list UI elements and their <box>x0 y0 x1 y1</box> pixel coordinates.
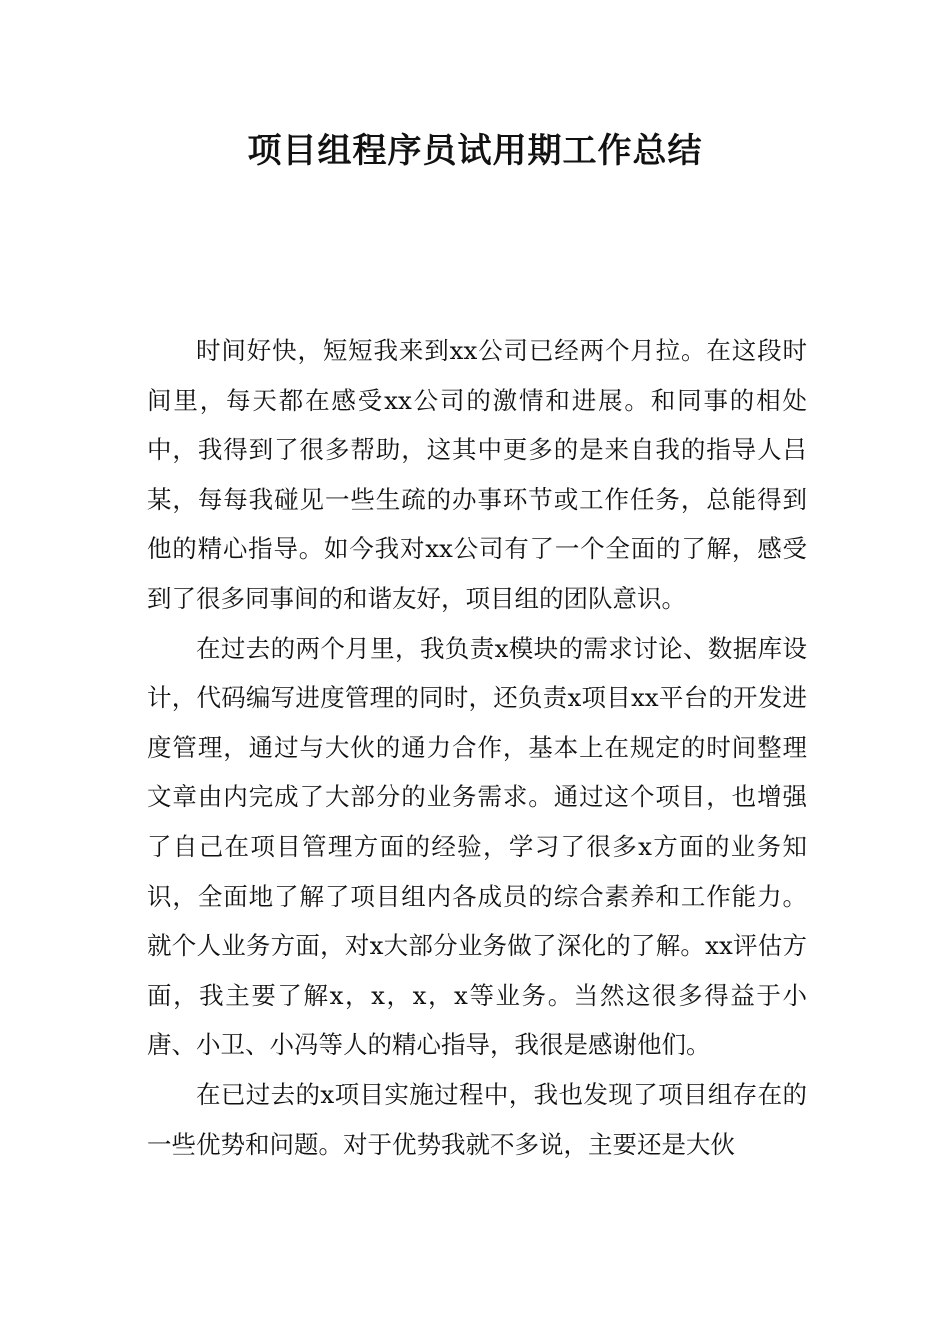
document-title: 项目组程序员试用期工作总结 <box>247 131 703 171</box>
paragraph-2: 在过去的两个月里，我负责x模块的需求讨论、数据库设计，代码编写进度管理的同时，还负责x项目xx平台的开发进度管理，通过与大伙的通力合作，基本上在规定的时间整理文章由内完成了大部分的业务需求。通过这个项目，也增强了自己在项目管理方面的经验，学习了很多x方面的业务知识，全面地了解了项目组内各成员的综合素养和工作能力。就个人业务方面，对x大部分业务做了深化的了解。xx评估方面，我主要了解x，x，x，x等业务。当然这很多得益于小唐、小卫、小冯等人的精心指导，我很是感谢他们。 <box>147 633 807 1060</box>
paragraph-1: 时间好快，短短我来到xx公司已经两个月拉。在这段时间里，每天都在感受xx公司的激情和进展。和同事的相处中，我得到了很多帮助，这其中更多的是来自我的指导人吕某，每每我碰见一些生疏的办事环节或工作任务，总能得到他的精心指导。如今我对xx公司有了一个全面的了解，感受到了很多同事间的和谐友好，项目组的团队意识。 <box>147 336 807 613</box>
document-body <box>147 326 807 1169</box>
paragraph-3: 在已过去的x项目实施过程中，我也发现了项目组存在的一些优势和问题。对于优势我就不多说，主要还是大伙 <box>147 1079 807 1159</box>
